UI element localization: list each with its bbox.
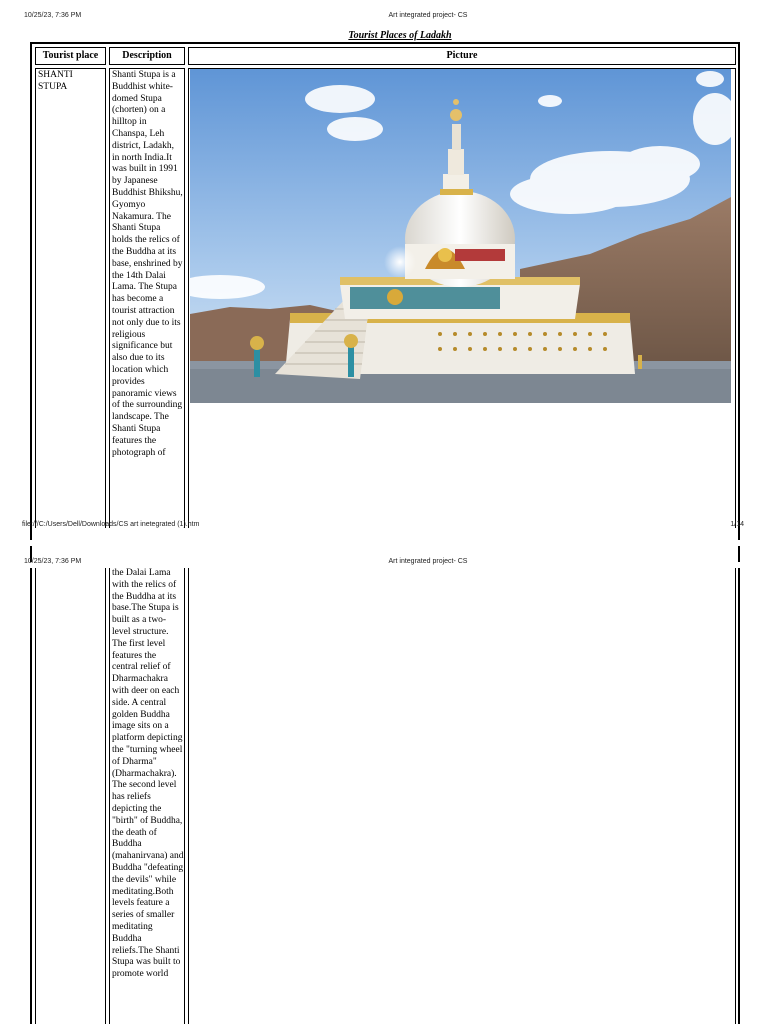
print-file-path: file:///C:/Users/Dell/Downloads/CS art inetegrated (1).htm [22,521,200,528]
header-picture: Picture [188,47,736,65]
outer-border-left [30,568,32,1024]
header-description: Description [109,47,185,65]
cell-tourist-place: SHANTI STUPA [35,68,106,528]
cell-border-1 [35,568,36,1024]
print-page-number: 1/14 [730,521,744,528]
cell-border-6 [735,568,736,1024]
outer-border-right [738,568,740,1024]
stupa-photo-icon [190,69,731,403]
print-doc-title-page2: Art integrated project- CS [388,558,468,565]
cell-description-continued: the Dalai Lama with the relics of the Buddha at its base.The Stupa is built as a two-level structure. The first level features the central relief of Dharmachakra with deer on each side. A central golden Buddha image sits on a platform depicting the "turning wheel of Dharma" (Dharmachakra). The second level has reliefs depicting the "birth" of Buddha, the death of Buddha (mahanirvana) and Buddha "defeating the devils" while meditating.Both levels feature a series of smaller meditating Buddha reliefs.The Shanti Stupa was built to promote world [112,568,184,980]
table-caption: Tourist Places of Ladakh [348,30,452,41]
print-datetime: 10/25/23, 7:36 PM [24,12,82,19]
header-tourist-place: Tourist place [35,47,106,65]
print-page-2 [0,546,768,1024]
cell-border-2 [105,568,106,1024]
cell-border-5 [188,568,189,1024]
print-datetime-page2: 10/25/23, 7:36 PM [24,558,82,565]
print-doc-title: Art integrated project- CS [388,12,468,19]
cell-description: Shanti Stupa is a Buddhist white-domed Stupa (chorten) on a hilltop in Chanspa, Leh district, Ladakh, in north India.It was built in 1991 by Japanese Buddhist Bhikshu, Gyomyo Nakamura. The Shanti Stupa holds the relics of the Buddha at its base, enshrined by the 14th Dalai Lama. The Stupa has become a tourist attraction not only due to its religious significance but also due to its location which provides panoramic views of the surrounding landscape. The Shanti Stupa features the photograph of [109,68,185,528]
